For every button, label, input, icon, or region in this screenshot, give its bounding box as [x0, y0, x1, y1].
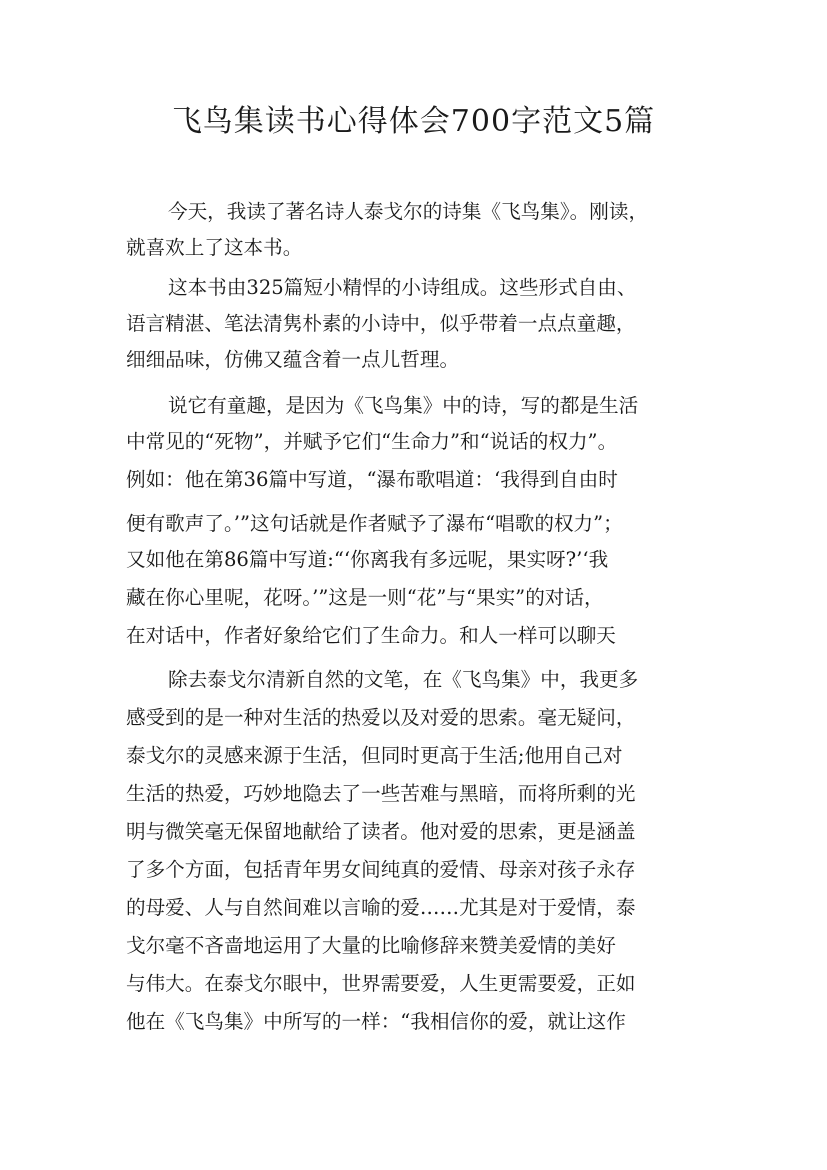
paragraph-line: 藏在你心里呢，花呀。’”这是一则“花”与“果实”的对话，	[126, 586, 604, 609]
paragraph-line: 语言精湛、笔法清隽朴素的小诗中，似乎带着一点点童趣，	[126, 312, 636, 335]
paragraph-line: 就喜欢上了这本书。	[126, 236, 303, 259]
paragraph-line: 细细品味，仿佛又蕴含着一点儿哲理。	[126, 348, 460, 371]
paragraph-line: 除去泰戈尔清新自然的文笔，在《飞鸟集》中，我更多	[168, 668, 639, 691]
paragraph-line: 在对话中，作者好象给它们了生命力。和人一样可以聊天	[126, 624, 616, 647]
paragraph-line: 与伟大。在泰戈尔眼中，世界需要爱，人生更需要爱，正如	[126, 972, 636, 995]
paragraph-line: 他在《飞鸟集》中所写的一样：“我相信你的爱，就让这作	[126, 1010, 626, 1033]
paragraph-line: 说它有童趣，是因为《飞鸟集》中的诗，写的都是生活	[168, 394, 639, 417]
paragraph-line: 便有歌声了。’”这句话就是作者赋予了瀑布“唱歌的权力”；	[126, 512, 623, 535]
paragraph-line: 中常见的“死物”，并赋予它们“生命力”和“说话的权力”。	[126, 430, 618, 453]
document-title: 飞鸟集读书心得体会700字范文5篇	[171, 104, 656, 139]
paragraph-line: 今天，我读了著名诗人泰戈尔的诗集《飞鸟集》。刚读，	[168, 200, 649, 223]
paragraph-line: 又如他在第86篇中写道:“‘你离我有多远呢，果实呀?’‘我	[126, 548, 609, 571]
paragraph-line: 生活的热爱，巧妙地隐去了一些苦难与黑暗，而将所剩的光	[126, 782, 636, 805]
paragraph-line: 泰戈尔的灵感来源于生活，但同时更高于生活;他用自己对	[126, 744, 623, 767]
paragraph-line: 的母爱、人与自然间难以言喻的爱……尤其是对于爱情，泰	[126, 896, 636, 919]
paragraph-line: 明与微笑毫无保留地献给了读者。他对爱的思索，更是涵盖	[126, 820, 636, 843]
paragraph-line: 了多个方面，包括青年男女间纯真的爱情、母亲对孩子永存	[126, 858, 636, 881]
paragraph-line: 例如：他在第36篇中写道，“瀑布歌唱道：‘我得到自由时	[126, 468, 618, 491]
paragraph-line: 感受到的是一种对生活的热爱以及对爱的思索。毫无疑问，	[126, 706, 636, 729]
paragraph-line: 戈尔毫不吝啬地运用了大量的比喻修辞来赞美爱情的美好	[126, 934, 616, 957]
paragraph-line: 这本书由325篇短小精悍的小诗组成。这些形式自由、	[168, 276, 637, 299]
